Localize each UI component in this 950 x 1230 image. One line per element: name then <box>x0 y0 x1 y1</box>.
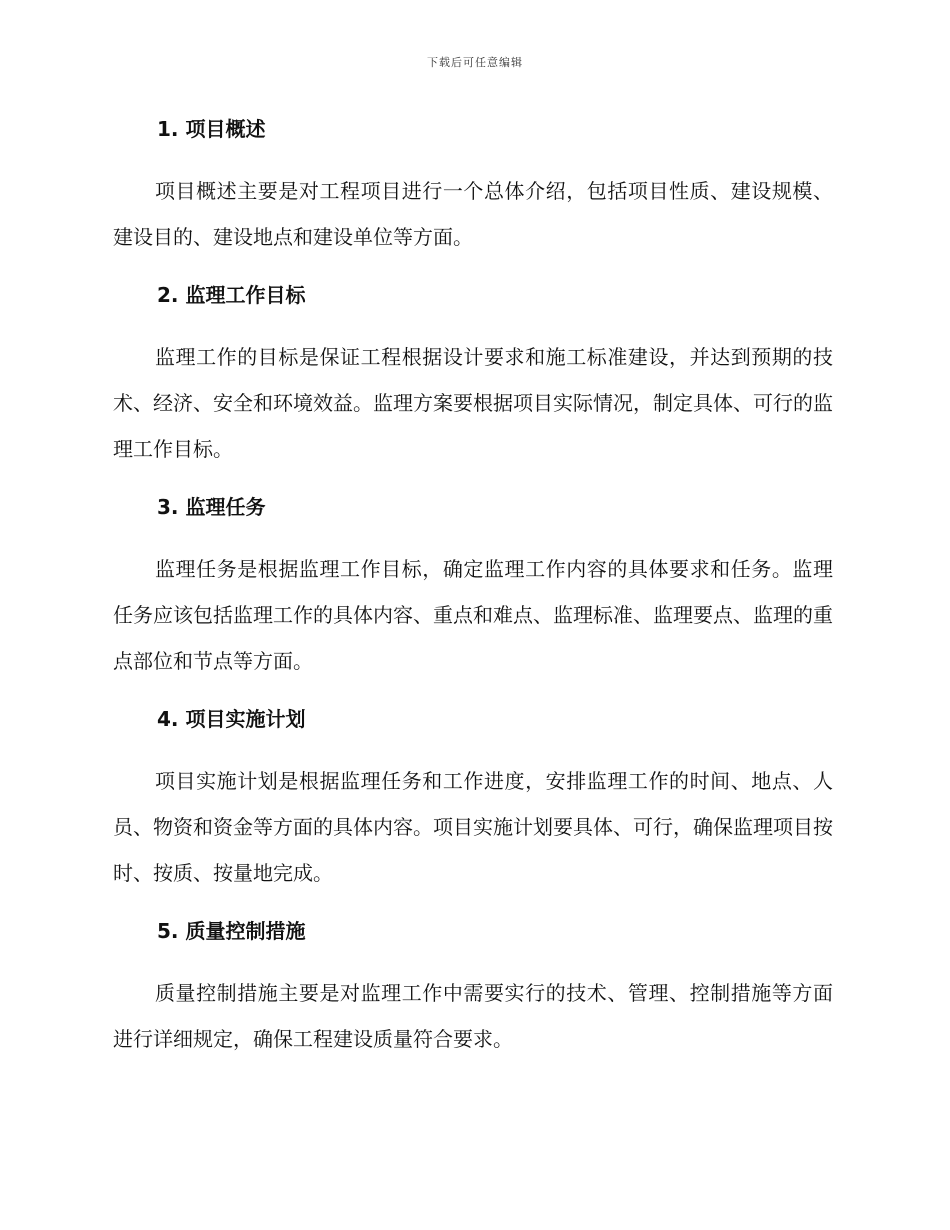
section-project-overview <box>113 112 833 260</box>
section-supervision-goals <box>113 278 833 472</box>
section-heading: 4. 项目实施计划 <box>157 707 306 731</box>
section-implementation-plan <box>113 702 833 896</box>
section-heading: 2. 监理工作目标 <box>157 283 306 307</box>
section-paragraph: 项目概述主要是对工程项目进行一个总体介绍，包括项目性质、建设规模、建设目的、建设地点和建设单位等方面。 <box>113 179 833 249</box>
section-paragraph: 项目实施计划是根据监理任务和工作进度，安排监理工作的时间、地点、人员、物资和资金等方面的具体内容。项目实施计划要具体、可行，确保监理项目按时、按质、按量地完成。 <box>113 769 833 885</box>
section-quality-control <box>113 914 833 1062</box>
header-note: 下载后可任意编辑 <box>427 56 523 69</box>
section-heading: 5. 质量控制措施 <box>157 919 306 943</box>
section-heading: 1. 项目概述 <box>157 117 266 141</box>
section-paragraph: 监理工作的目标是保证工程根据设计要求和施工标准建设，并达到预期的技术、经济、安全和环境效益。监理方案要根据项目实际情况，制定具体、可行的监理工作目标。 <box>113 345 833 461</box>
section-paragraph: 监理任务是根据监理工作目标，确定监理工作内容的具体要求和任务。监理任务应该包括监理工作的具体内容、重点和难点、监理标准、监理要点、监理的重点部位和节点等方面。 <box>113 557 833 673</box>
section-supervision-tasks <box>113 490 833 684</box>
section-paragraph: 质量控制措施主要是对监理工作中需要实行的技术、管理、控制措施等方面进行详细规定，确保工程建设质量符合要求。 <box>113 981 833 1051</box>
document-body <box>113 112 833 1080</box>
section-heading: 3. 监理任务 <box>157 495 266 519</box>
